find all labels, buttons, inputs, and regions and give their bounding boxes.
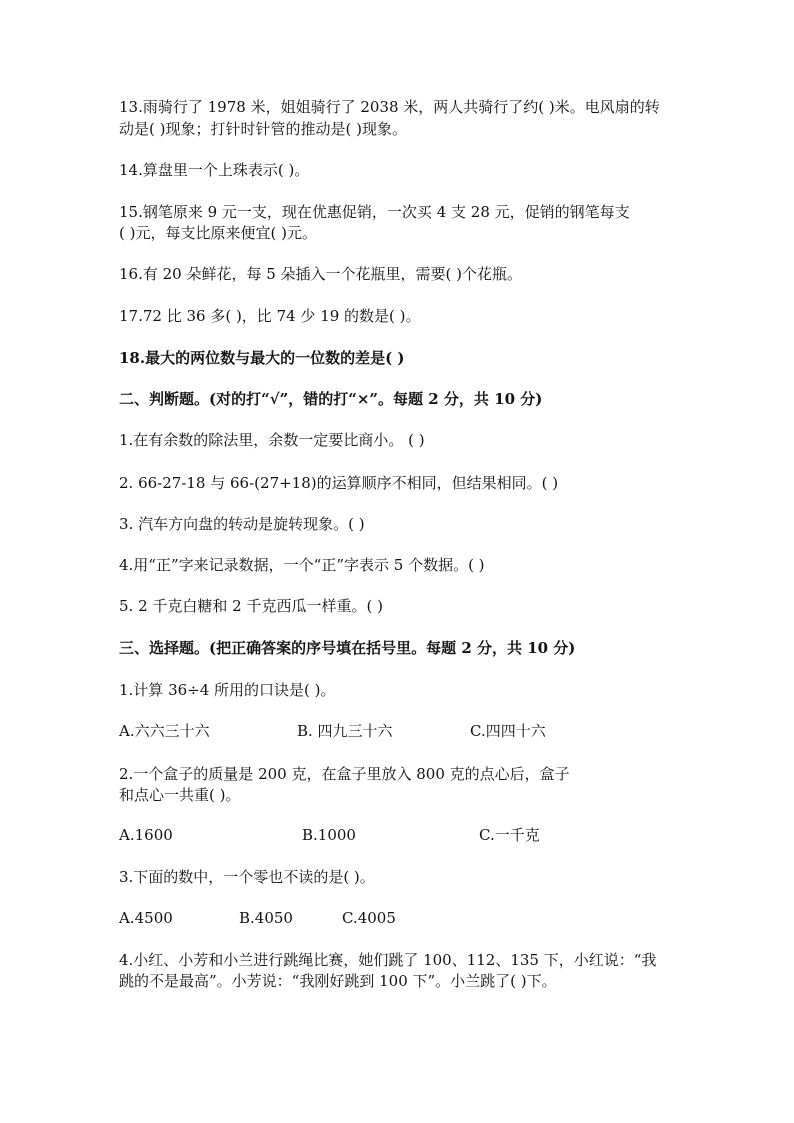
choice-2-option-b: B.1000 [302,826,356,844]
judge-item-2: 2. 66-27-18 与 66-(27+18)的运算顺序不相同，但结果相同。( ) [119,474,559,492]
choice-3-option-b: B.4050 [239,909,293,927]
choice-4-line-1: 4.小红、小芳和小兰进行跳绳比赛，她们跳了 100、112、135 下，小红说：“我 [119,951,657,969]
choice-2-line-1: 2.一个盒子的质量是 200 克，在盒子里放入 800 克的点心后，盒子 [119,765,570,783]
choice-1-option-b: B. 四九三十六 [297,722,393,740]
question-15-line-1: 15.钢笔原来 9 元一支，现在优惠促销，一次买 4 支 28 元，促销的钢笔每支 [119,203,630,221]
judge-item-4: 4.用“正”字来记录数据，一个“正”字表示 5 个数据。( ) [119,556,485,574]
question-15-line-2: ( )元，每支比原来便宜( )元。 [119,224,317,242]
question-13-line-1: 13.雨骑行了 1978 米，姐姐骑行了 2038 米，两人共骑行了约( )米。电风扇的转 [119,98,660,116]
judge-item-5: 5. 2 千克白糖和 2 千克西瓜一样重。( ) [119,597,383,615]
judge-item-1: 1.在有余数的除法里，余数一定要比商小。 ( ) [119,431,425,449]
judge-item-3: 3. 汽车方向盘的转动是旋转现象。( ) [119,515,365,533]
section-2-title: 二、判断题。(对的打“√”，错的打“×”。每题 2 分，共 10 分) [119,390,543,408]
choice-2-line-2: 和点心一共重( )。 [119,786,241,804]
choice-1-option-c: C.四四十六 [470,722,546,740]
choice-3-option-c: C.4005 [342,909,396,927]
choice-1-option-a: A.六六三十六 [119,722,210,740]
choice-2-option-a: A.1600 [119,826,173,844]
question-16: 16.有 20 朵鲜花，每 5 朵插入一个花瓶里，需要( )个花瓶。 [119,265,523,283]
choice-3-stem: 3.下面的数中，一个零也不读的是( )。 [119,868,375,886]
question-17: 17.72 比 36 多( )，比 74 少 19 的数是( )。 [119,307,421,325]
section-3-title: 三、选择题。(把正确答案的序号填在括号里。每题 2 分，共 10 分) [119,639,576,657]
question-18: 18.最大的两位数与最大的一位数的差是( ) [119,349,405,367]
choice-4-line-2: 跳的不是最高”。小芳说：“我刚好跳到 100 下”。小兰跳了( )下。 [119,972,557,990]
choice-2-option-c: C.一千克 [479,826,540,844]
choice-3-option-a: A.4500 [119,909,173,927]
question-14: 14.算盘里一个上珠表示( )。 [119,161,310,179]
question-13-line-2: 动是( )现象；打针时针管的推动是( )现象。 [119,120,407,138]
choice-1-stem: 1.计算 36÷4 所用的口诀是( )。 [119,681,336,699]
